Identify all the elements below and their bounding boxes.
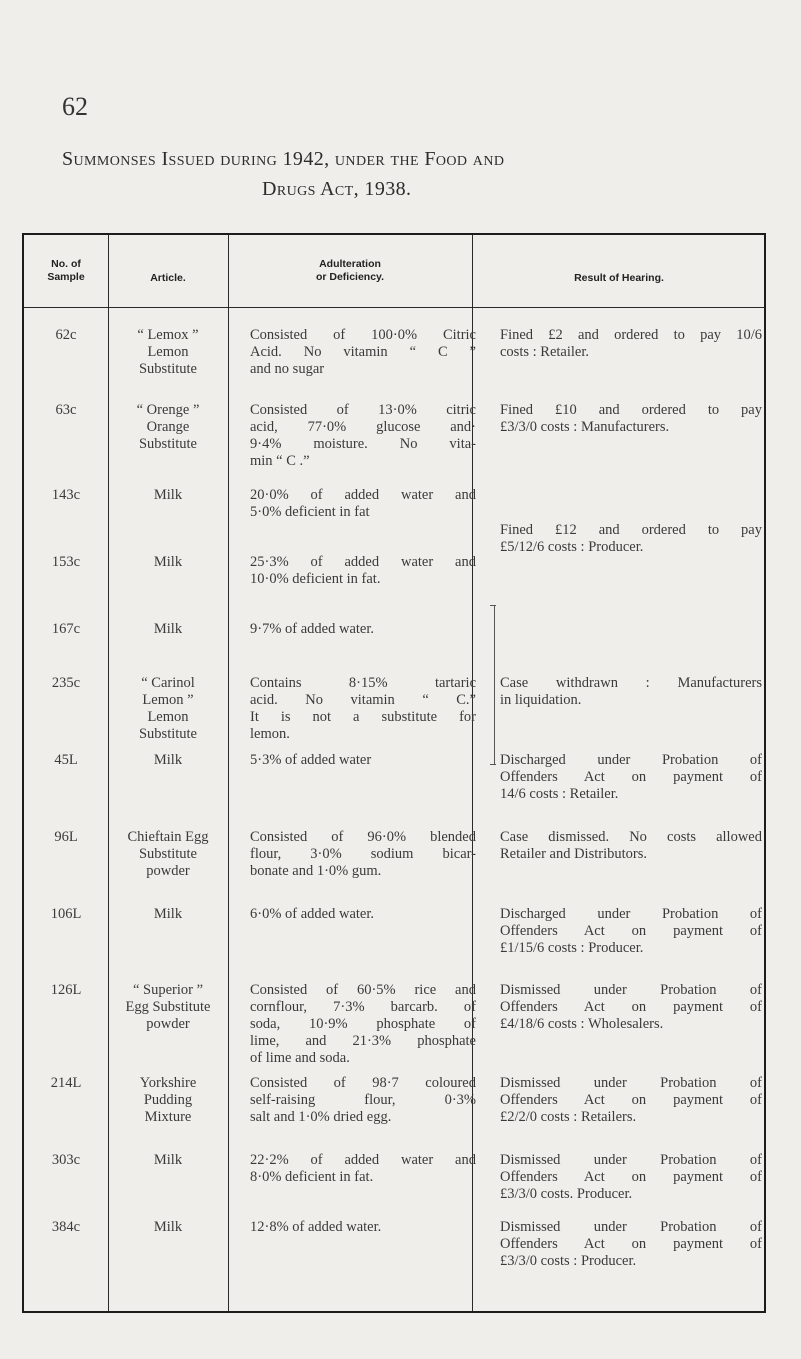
adulteration-text: Consisted of 100·0% Citric bbox=[250, 327, 476, 343]
sample-number-cell bbox=[24, 675, 108, 692]
article-cell bbox=[108, 675, 228, 743]
adulteration-cell bbox=[250, 1219, 476, 1236]
adulteration-text: 8·0% deficient in fat. bbox=[250, 1169, 374, 1185]
article-text: Yorkshire bbox=[139, 1075, 197, 1091]
article-text: Lemon bbox=[147, 344, 189, 360]
header-adulteration bbox=[228, 235, 472, 307]
result-of-hearing-cell bbox=[500, 829, 762, 863]
adulteration-text: 5·3% of added water bbox=[250, 752, 372, 768]
article-cell bbox=[108, 1219, 228, 1236]
adulteration-text: of lime and soda. bbox=[250, 1050, 350, 1066]
sample-number-text: 45L bbox=[54, 752, 78, 768]
adulteration-text: 25·3% of added water and bbox=[250, 554, 476, 570]
sample-number-cell bbox=[24, 982, 108, 999]
sample-number-text: 96L bbox=[54, 829, 78, 845]
sample-number-cell bbox=[24, 327, 108, 344]
header-adulteration-line: or Deficiency. bbox=[315, 271, 385, 283]
column-divider bbox=[472, 235, 473, 1311]
article-cell bbox=[108, 829, 228, 880]
adulteration-text: Consisted of 98·7 coloured bbox=[250, 1075, 476, 1091]
sample-number-text: 303c bbox=[51, 1152, 81, 1168]
result-of-hearing-text: Fined £2 and ordered to pay 10/6 bbox=[500, 327, 762, 343]
result-of-hearing-text: Offenders Act on payment of bbox=[500, 999, 762, 1015]
result-of-hearing-cell bbox=[500, 1075, 762, 1126]
sample-number-text: 143c bbox=[51, 487, 81, 503]
adulteration-text: 12·8% of added water. bbox=[250, 1219, 382, 1235]
header-adulteration-line: Adulteration bbox=[319, 258, 381, 270]
sample-number-text: 384c bbox=[51, 1219, 81, 1235]
sample-number-cell bbox=[24, 621, 108, 638]
adulteration-cell bbox=[250, 752, 476, 769]
adulteration-text: lime, and 21·3% phosphate bbox=[250, 1033, 476, 1049]
result-of-hearing-cell bbox=[500, 1219, 762, 1270]
adulteration-text: 9·4% moisture. No vita- bbox=[250, 436, 476, 452]
result-of-hearing-text: 14/6 costs : Retailer. bbox=[500, 786, 619, 802]
sample-number-cell bbox=[24, 906, 108, 923]
adulteration-cell bbox=[250, 487, 476, 521]
page-title bbox=[62, 144, 762, 204]
article-cell bbox=[108, 752, 228, 769]
result-of-hearing-cell bbox=[500, 752, 762, 803]
adulteration-text: 10·0% deficient in fat. bbox=[250, 571, 381, 587]
header-result-line: Result of Hearing. bbox=[574, 271, 664, 284]
result-of-hearing-text: Dismissed under Probation of bbox=[500, 1219, 762, 1235]
result-of-hearing-text: Fined £10 and ordered to pay bbox=[500, 402, 762, 418]
adulteration-cell bbox=[250, 906, 476, 923]
result-of-hearing-cell bbox=[500, 327, 762, 361]
header-result bbox=[472, 235, 766, 307]
sample-number-text: 167c bbox=[51, 621, 81, 637]
article-cell bbox=[108, 1075, 228, 1126]
adulteration-text: salt and 1·0% dried egg. bbox=[250, 1109, 392, 1125]
article-text: “ Superior ” bbox=[132, 982, 204, 998]
result-of-hearing-text: Offenders Act on payment of bbox=[500, 1169, 762, 1185]
sample-number-cell bbox=[24, 487, 108, 504]
header-divider bbox=[24, 307, 764, 308]
article-text: Egg Substitute bbox=[125, 999, 211, 1015]
adulteration-cell bbox=[250, 982, 476, 1067]
result-of-hearing-text: £3/3/0 costs. Producer. bbox=[500, 1186, 633, 1202]
adulteration-text: bonate and 1·0% gum. bbox=[250, 863, 382, 879]
sample-number-cell bbox=[24, 1152, 108, 1169]
result-of-hearing-text: Dismissed under Probation of bbox=[500, 982, 762, 998]
article-text: powder bbox=[146, 1016, 190, 1032]
adulteration-cell bbox=[250, 554, 476, 588]
article-text: “ Lemox ” bbox=[137, 327, 199, 343]
adulteration-text: acid. No vitamin “ C.” bbox=[250, 692, 476, 708]
result-of-hearing-cell bbox=[500, 982, 762, 1033]
adulteration-text: It is not a substitute for bbox=[250, 709, 476, 725]
summonses-table bbox=[22, 233, 766, 1313]
sample-number-text: 62c bbox=[55, 327, 77, 343]
result-of-hearing-cell bbox=[500, 906, 762, 957]
header-sample-line: No. of bbox=[51, 258, 81, 270]
result-of-hearing-text: £1/15/6 costs : Producer. bbox=[500, 940, 644, 956]
result-of-hearing-text: £3/3/0 costs : Producer. bbox=[500, 1253, 637, 1269]
article-text: powder bbox=[146, 863, 190, 879]
article-cell bbox=[108, 1152, 228, 1169]
article-text: Milk bbox=[153, 906, 183, 922]
article-text: Orange bbox=[146, 419, 190, 435]
adulteration-text: 9·7% of added water. bbox=[250, 621, 375, 637]
adulteration-cell bbox=[250, 1075, 476, 1126]
sample-number-text: 235c bbox=[51, 675, 81, 691]
article-text: Substitute bbox=[138, 361, 197, 377]
sample-number-text: 153c bbox=[51, 554, 81, 570]
article-text: Milk bbox=[153, 1219, 183, 1235]
result-of-hearing-text: in liquidation. bbox=[500, 692, 582, 708]
result-of-hearing-text: Discharged under Probation of bbox=[500, 752, 762, 768]
result-of-hearing-text: Offenders Act on payment of bbox=[500, 769, 762, 785]
result-of-hearing-text: Case dismissed. No costs allowed bbox=[500, 829, 762, 845]
adulteration-text: Acid. No vitamin “ C ” bbox=[250, 344, 476, 360]
result-of-hearing-text: costs : Retailer. bbox=[500, 344, 589, 360]
article-cell bbox=[108, 327, 228, 378]
article-text: Milk bbox=[153, 752, 183, 768]
adulteration-text: soda, 10·9% phosphate of bbox=[250, 1016, 476, 1032]
result-of-hearing-text: £5/12/6 costs : Producer. bbox=[500, 539, 644, 555]
sample-number-cell bbox=[24, 1075, 108, 1092]
article-text: “ Carinol bbox=[141, 675, 195, 691]
result-of-hearing-text: Case withdrawn : Manufacturers bbox=[500, 675, 762, 691]
article-text: Substitute bbox=[138, 436, 197, 452]
adulteration-text: Consisted of 96·0% blended bbox=[250, 829, 476, 845]
result-of-hearing-cell bbox=[500, 522, 762, 556]
adulteration-text: 5·0% deficient in fat bbox=[250, 504, 370, 520]
article-cell bbox=[108, 906, 228, 923]
article-cell bbox=[108, 402, 228, 453]
adulteration-cell bbox=[250, 621, 476, 638]
result-of-hearing-text: £4/18/6 costs : Wholesalers. bbox=[500, 1016, 664, 1032]
result-of-hearing-text: £3/3/0 costs : Manufacturers. bbox=[500, 419, 670, 435]
result-of-hearing-text: £2/2/0 costs : Retailers. bbox=[500, 1109, 637, 1125]
article-text: “ Orenge ” bbox=[136, 402, 200, 418]
adulteration-text: Consisted of 60·5% rice and bbox=[250, 982, 476, 998]
article-cell bbox=[108, 554, 228, 571]
article-text: Milk bbox=[153, 554, 183, 570]
adulteration-cell bbox=[250, 327, 476, 378]
sample-number-cell bbox=[24, 402, 108, 419]
article-text: Chieftain Egg bbox=[127, 829, 209, 845]
article-text: Mixture bbox=[144, 1109, 192, 1125]
adulteration-text: acid, 77·0% glucose and· bbox=[250, 419, 476, 435]
result-of-hearing-text: Dismissed under Probation of bbox=[500, 1075, 762, 1091]
adulteration-text: Contains 8·15% tartaric bbox=[250, 675, 476, 691]
result-of-hearing-text: Discharged under Probation of bbox=[500, 906, 762, 922]
column-divider bbox=[108, 235, 109, 1311]
header-article-line: Article. bbox=[150, 271, 186, 284]
title-line-2: Drugs Act, 1938. bbox=[262, 178, 412, 200]
sample-number-cell bbox=[24, 1219, 108, 1236]
adulteration-text: cornflour, 7·3% barcarb. of bbox=[250, 999, 476, 1015]
article-text: Lemon ” bbox=[142, 692, 194, 708]
result-of-hearing-cell bbox=[500, 675, 762, 709]
sample-number-text: 126L bbox=[50, 982, 82, 998]
adulteration-cell bbox=[250, 402, 476, 470]
page-number: 62 bbox=[62, 92, 88, 121]
sample-number-text: 106L bbox=[50, 906, 82, 922]
sample-number-text: 63c bbox=[55, 402, 77, 418]
sample-number-cell bbox=[24, 829, 108, 846]
result-of-hearing-cell bbox=[500, 402, 762, 436]
sample-number-text: 214L bbox=[50, 1075, 82, 1091]
article-text: Milk bbox=[153, 621, 183, 637]
header-sample-line: Sample bbox=[47, 271, 85, 283]
adulteration-text: 20·0% of added water and bbox=[250, 487, 476, 503]
adulteration-text: and no sugar bbox=[250, 361, 325, 377]
result-of-hearing-text: Offenders Act on payment of bbox=[500, 1236, 762, 1252]
article-cell bbox=[108, 982, 228, 1033]
result-of-hearing-text: Offenders Act on payment of bbox=[500, 923, 762, 939]
result-of-hearing-cell bbox=[500, 1152, 762, 1203]
article-text: Substitute bbox=[138, 846, 197, 862]
article-text: Milk bbox=[153, 487, 183, 503]
article-cell bbox=[108, 487, 228, 504]
article-text: Substitute bbox=[138, 726, 197, 742]
adulteration-text: 22·2% of added water and bbox=[250, 1152, 476, 1168]
article-text: Lemon bbox=[147, 709, 189, 725]
column-divider bbox=[228, 235, 229, 1311]
result-of-hearing-text: Offenders Act on payment of bbox=[500, 1092, 762, 1108]
adulteration-cell bbox=[250, 675, 476, 743]
adulteration-text: self-raising flour, 0·3% bbox=[250, 1092, 476, 1108]
adulteration-text: flour, 3·0% sodium bicar- bbox=[250, 846, 476, 862]
adulteration-text: lemon. bbox=[250, 726, 290, 742]
article-cell bbox=[108, 621, 228, 638]
adulteration-cell bbox=[250, 1152, 476, 1186]
article-text: Milk bbox=[153, 1152, 183, 1168]
title-line-1: Summonses Issued during 1942, under the Food and bbox=[62, 148, 505, 170]
article-text: Pudding bbox=[143, 1092, 193, 1108]
result-of-hearing-text: Fined £12 and ordered to pay bbox=[500, 522, 762, 538]
adulteration-text: min “ C .” bbox=[250, 453, 310, 469]
result-of-hearing-text: Retailer and Distributors. bbox=[500, 846, 647, 862]
result-of-hearing-text: Dismissed under Probation of bbox=[500, 1152, 762, 1168]
adulteration-text: Consisted of 13·0% citric bbox=[250, 402, 476, 418]
sample-number-cell bbox=[24, 752, 108, 769]
sample-number-cell bbox=[24, 554, 108, 571]
header-article bbox=[108, 235, 228, 307]
adulteration-text: 6·0% of added water. bbox=[250, 906, 375, 922]
adulteration-cell bbox=[250, 829, 476, 880]
header-sample bbox=[24, 235, 108, 307]
